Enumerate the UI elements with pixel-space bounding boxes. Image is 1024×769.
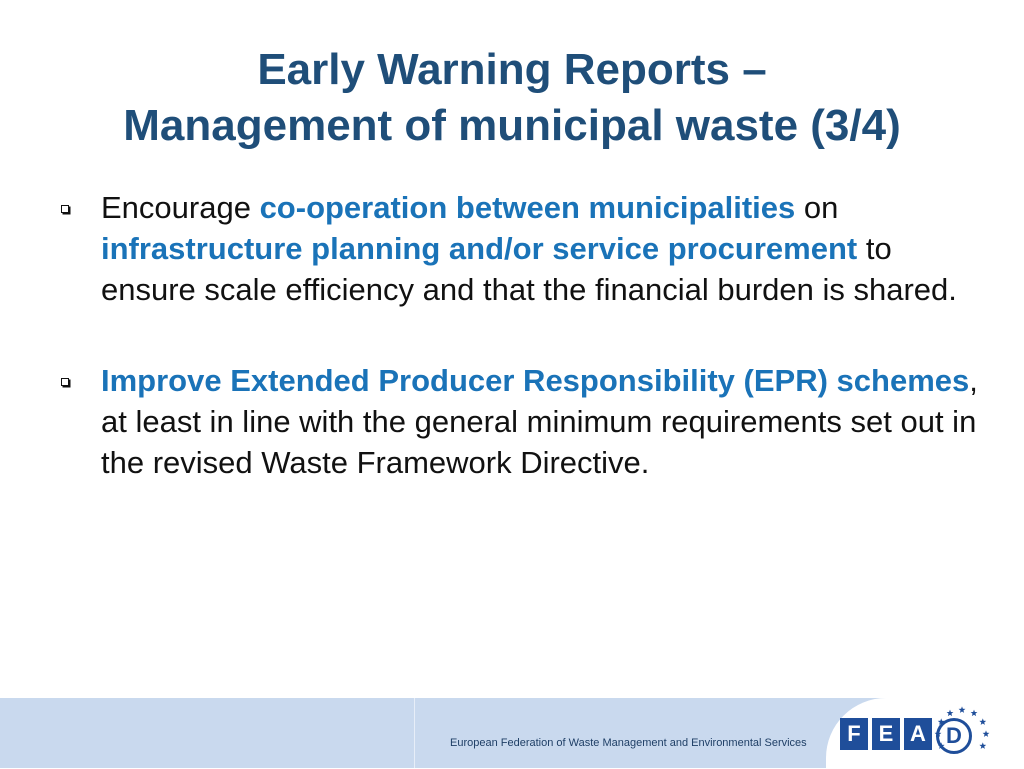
logo-letter-a: A bbox=[904, 718, 932, 750]
logo-star bbox=[983, 730, 990, 737]
logo-star bbox=[947, 710, 954, 717]
footer-band bbox=[0, 698, 1024, 768]
logo-letter-e: E bbox=[872, 718, 900, 750]
bullet-item-1 bbox=[55, 187, 985, 310]
bullet-1-highlight-2: infrastructure planning and/or service procurement bbox=[101, 231, 858, 266]
slide-title-line-2: Management of municipal waste (3/4) bbox=[123, 101, 901, 150]
slide-title bbox=[0, 42, 1024, 154]
bullet-item-2 bbox=[55, 360, 985, 483]
bullet-1-text-3: to ensure scale efficiency and that the financial burden is shared. bbox=[101, 231, 957, 307]
logo-star bbox=[938, 718, 945, 725]
logo-star bbox=[959, 706, 966, 713]
logo-star bbox=[979, 742, 986, 749]
bullet-2-text-1: , at least in line with the general minimum requirements set out in the revised Waste Framework Directive. bbox=[101, 363, 978, 480]
logo-star bbox=[938, 742, 945, 749]
bullet-1-text-2: on bbox=[795, 190, 839, 225]
slide-title-line-1: Early Warning Reports – bbox=[257, 45, 767, 94]
fead-logo bbox=[826, 698, 1024, 768]
logo-star bbox=[979, 718, 986, 725]
bullet-list bbox=[55, 187, 985, 483]
logo-star bbox=[971, 710, 978, 717]
bullet-1-text-1: Encourage bbox=[101, 190, 260, 225]
bullet-1-highlight-1: co-operation between municipalities bbox=[259, 190, 796, 225]
logo-letter-f: F bbox=[840, 718, 868, 750]
bullet-2-highlight-1: Improve Extended Producer Responsibility (EPR) schemes bbox=[101, 363, 970, 398]
footer-organization: European Federation of Waste Management and Environmental Services bbox=[450, 737, 807, 749]
footer-divider bbox=[414, 698, 415, 768]
logo-letter-d: D bbox=[936, 718, 972, 754]
square-bullet-icon bbox=[61, 205, 69, 213]
square-bullet-icon bbox=[61, 378, 69, 386]
logo-star bbox=[935, 730, 942, 737]
eu-stars-icon bbox=[932, 704, 992, 764]
